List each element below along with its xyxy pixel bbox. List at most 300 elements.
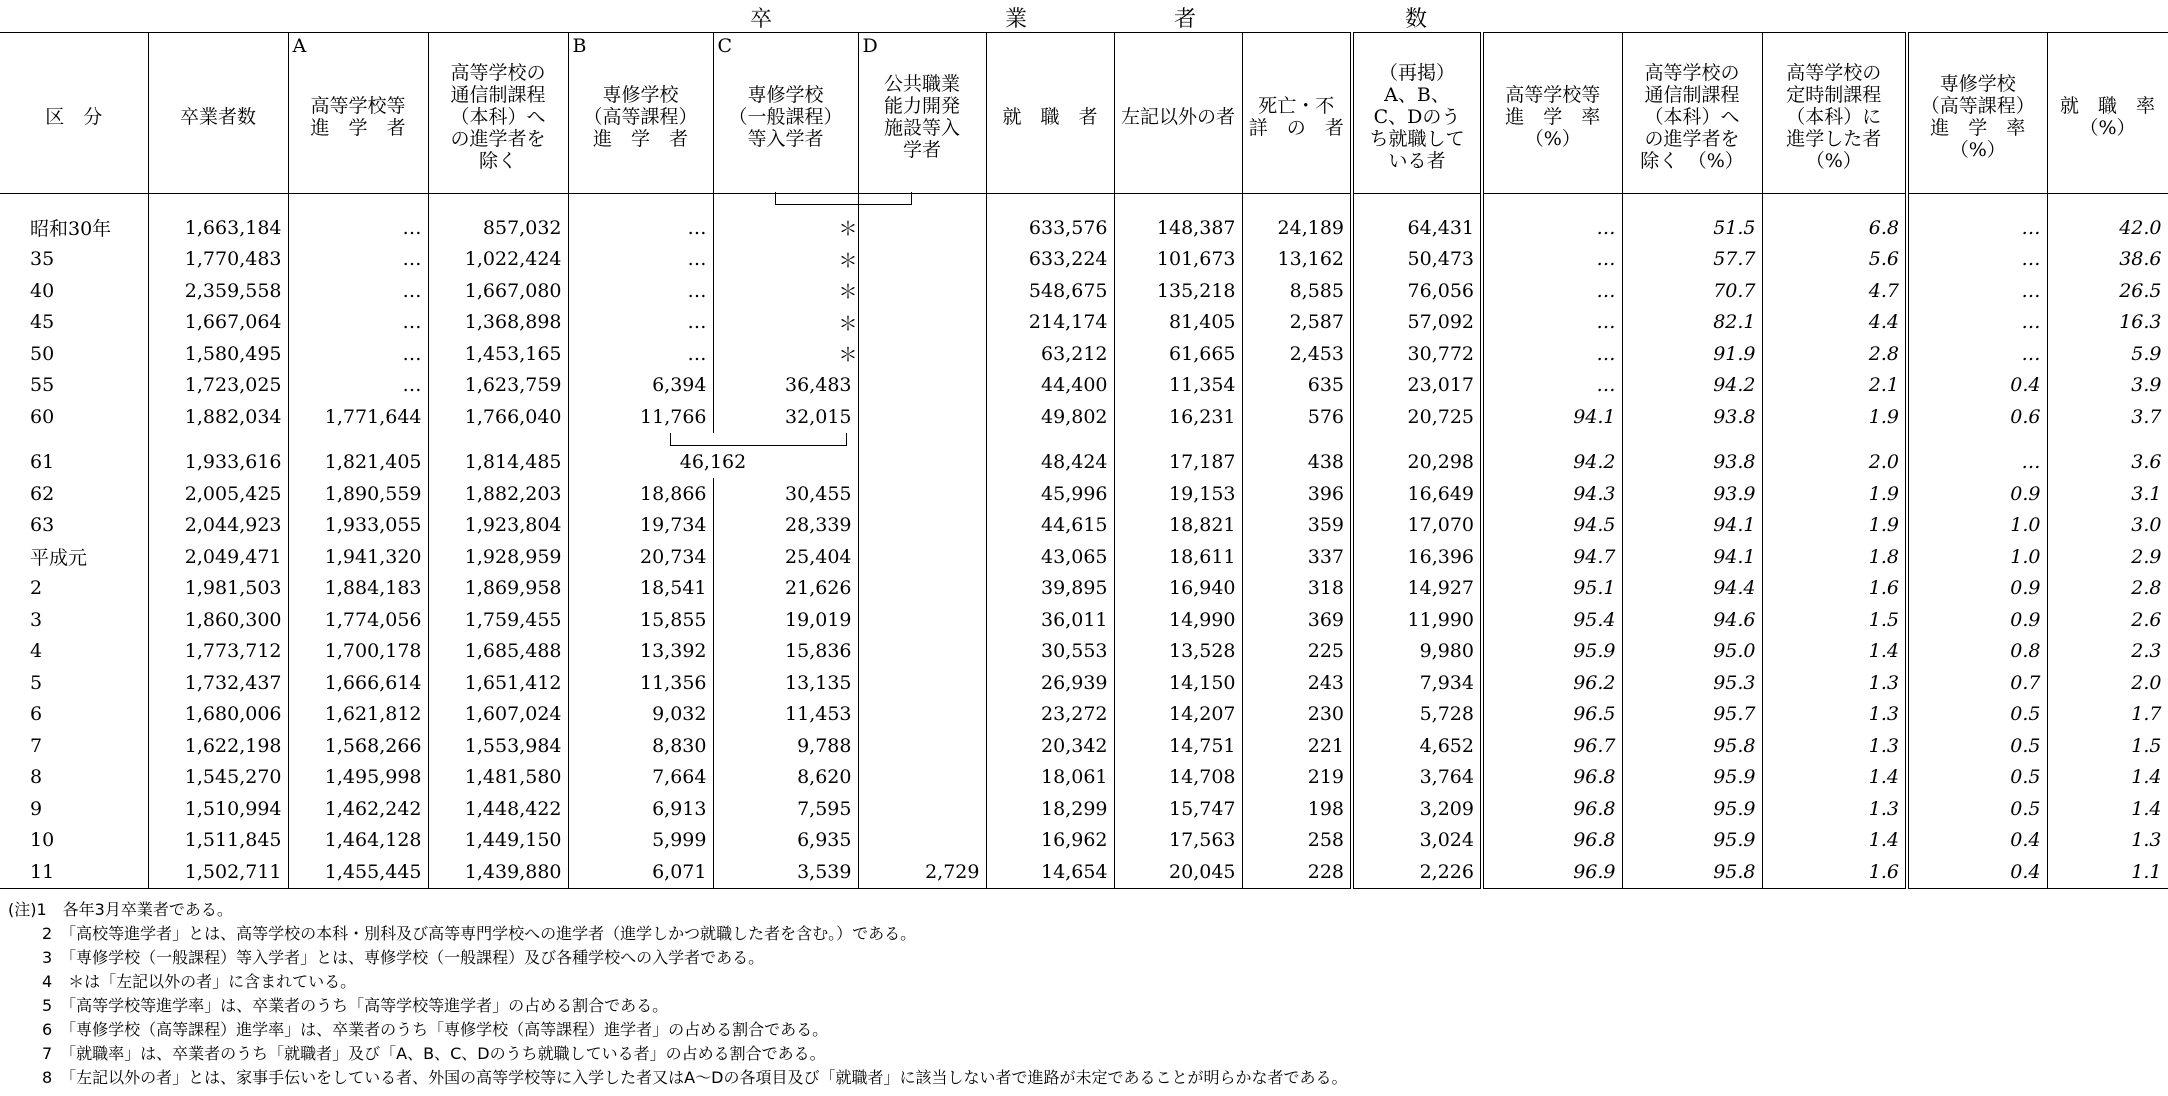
header-sakigai: 左記以外の者 <box>1114 33 1242 194</box>
cell-r2: 93.8 <box>1622 401 1762 433</box>
cell-r2: 94.1 <box>1622 541 1762 573</box>
cell-r5: 3.0 <box>2047 510 2168 542</box>
cell-d <box>858 541 986 573</box>
title-char: 業 <box>1005 7 1028 32</box>
cell-r5: 16.3 <box>2047 307 2168 339</box>
cell-label: 45 <box>0 307 148 339</box>
cell-a: 1,771,644 <box>288 401 428 433</box>
letter-c: C <box>717 35 733 57</box>
cell-b: 20,734 <box>568 541 713 573</box>
table-row <box>0 510 2168 542</box>
cell-a2: 1,759,455 <box>428 604 568 636</box>
cell-total: 1,622,198 <box>148 730 288 762</box>
header-sotsugyo: 卒業者数 <box>148 33 288 194</box>
cell-r1: 96.5 <box>1482 699 1622 731</box>
cell-r2: 95.8 <box>1622 730 1762 762</box>
cell-job: 30,553 <box>986 636 1114 668</box>
cell-r4: … <box>1907 338 2047 370</box>
cell-job: 633,576 <box>986 194 1114 244</box>
cell-other: 13,528 <box>1114 636 1242 668</box>
cell-job: 39,895 <box>986 573 1114 605</box>
cell-r4: … <box>1907 307 2047 339</box>
cell-other: 14,150 <box>1114 667 1242 699</box>
cell-a: 1,455,445 <box>288 856 428 888</box>
table-row <box>0 433 2168 479</box>
cell-other: 17,187 <box>1114 433 1242 479</box>
cell-dead: 369 <box>1242 604 1352 636</box>
cell-c: 6,935 <box>713 825 858 857</box>
table-row <box>0 478 2168 510</box>
cell-r1: 96.8 <box>1482 793 1622 825</box>
cell-r2: 95.0 <box>1622 636 1762 668</box>
cell-b: 11,356 <box>568 667 713 699</box>
cell-r2: 95.9 <box>1622 825 1762 857</box>
letter-d: D <box>862 35 878 57</box>
cell-c: ＊ <box>713 307 858 339</box>
cell-r1: … <box>1482 194 1622 244</box>
table-row <box>0 793 2168 825</box>
cell-r2: 51.5 <box>1622 194 1762 244</box>
cell-total: 1,732,437 <box>148 667 288 699</box>
cell-r3: 1.4 <box>1762 636 1907 668</box>
cell-c: 19,019 <box>713 604 858 636</box>
cell-r3: 1.4 <box>1762 825 1907 857</box>
cell-a: 1,568,266 <box>288 730 428 762</box>
table-row <box>0 856 2168 888</box>
cell-other: 148,387 <box>1114 194 1242 244</box>
cell-b: 6,071 <box>568 856 713 888</box>
cell-r3: 1.5 <box>1762 604 1907 636</box>
cell-job: 44,400 <box>986 370 1114 402</box>
cell-r4: 0.9 <box>1907 604 2047 636</box>
cell-re: 3,024 <box>1352 825 1482 857</box>
cell-a2: 1,453,165 <box>428 338 568 370</box>
cell-a: … <box>288 338 428 370</box>
cell-b: 8,830 <box>568 730 713 762</box>
table-row <box>0 194 2168 244</box>
cell-a2: 1,869,958 <box>428 573 568 605</box>
cell-r4: 0.5 <box>1907 762 2047 794</box>
cell-c: 13,135 <box>713 667 858 699</box>
cell-job: 548,675 <box>986 275 1114 307</box>
cell-other: 19,153 <box>1114 478 1242 510</box>
cell-r1: 95.1 <box>1482 573 1622 605</box>
cell-b: 5,999 <box>568 825 713 857</box>
table-row <box>0 762 2168 794</box>
cell-total: 1,981,503 <box>148 573 288 605</box>
table-row <box>0 730 2168 762</box>
cell-r4: 0.7 <box>1907 667 2047 699</box>
cell-re: 20,725 <box>1352 401 1482 433</box>
note-item: 8 「左記以外の者」とは、家事手伝いをしている者、外国の高等学校等に入学した者又はA～Dの各項目及び「就職者」に該当しない者で進路が未定であることが明らかな者である。 <box>42 1068 1348 1087</box>
cell-a: … <box>288 194 428 244</box>
cell-r4: 0.5 <box>1907 699 2047 731</box>
cell-dead: 243 <box>1242 667 1352 699</box>
cell-label: 63 <box>0 510 148 542</box>
cell-a: 1,666,614 <box>288 667 428 699</box>
cell-r3: 2.1 <box>1762 370 1907 402</box>
cell-r5: 42.0 <box>2047 194 2168 244</box>
cell-r2: 94.1 <box>1622 510 1762 542</box>
cell-r3: 1.9 <box>1762 478 1907 510</box>
cell-c: ＊ <box>713 275 858 307</box>
cell-label: 8 <box>0 762 148 794</box>
cell-r1: 96.8 <box>1482 825 1622 857</box>
cell-r1: … <box>1482 244 1622 276</box>
title-char: 数 <box>1405 7 1428 32</box>
cell-dead: 258 <box>1242 825 1352 857</box>
cell-d <box>858 699 986 731</box>
cell-dead: 13,162 <box>1242 244 1352 276</box>
cell-c: 8,620 <box>713 762 858 794</box>
cell-re: 50,473 <box>1352 244 1482 276</box>
cell-job: 18,299 <box>986 793 1114 825</box>
cell-dead: 230 <box>1242 699 1352 731</box>
cell-r4: 0.4 <box>1907 370 2047 402</box>
letter-a: A <box>292 35 307 57</box>
cell-r3: 1.9 <box>1762 401 1907 433</box>
cell-label: 4 <box>0 636 148 668</box>
cell-other: 14,207 <box>1114 699 1242 731</box>
cell-r3: 2.8 <box>1762 338 1907 370</box>
cell-d <box>858 730 986 762</box>
table-row <box>0 401 2168 433</box>
cell-label: 昭和30年 <box>0 194 148 244</box>
table-body <box>0 194 2168 889</box>
cell-r4: 0.9 <box>1907 478 2047 510</box>
cell-label: 5 <box>0 667 148 699</box>
cell-r2: 94.6 <box>1622 604 1762 636</box>
cell-dead: 337 <box>1242 541 1352 573</box>
header-shingakuritsu: 高等学校等 進 学 率 （%） <box>1482 33 1622 194</box>
header-kubun: 区 分 <box>0 33 148 194</box>
cell-re: 57,092 <box>1352 307 1482 339</box>
cell-job: 48,424 <box>986 433 1114 479</box>
cell-a: 1,700,178 <box>288 636 428 668</box>
cell-total: 1,545,270 <box>148 762 288 794</box>
cell-total: 1,580,495 <box>148 338 288 370</box>
cell-dead: 228 <box>1242 856 1352 888</box>
cell-other: 16,940 <box>1114 573 1242 605</box>
cell-b: 6,913 <box>568 793 713 825</box>
cell-r1: … <box>1482 275 1622 307</box>
cell-a2: 1,667,080 <box>428 275 568 307</box>
cell-other: 18,611 <box>1114 541 1242 573</box>
cell-a2: 1,448,422 <box>428 793 568 825</box>
cell-r2: 82.1 <box>1622 307 1762 339</box>
cell-re: 5,728 <box>1352 699 1482 731</box>
cell-r5: 38.6 <box>2047 244 2168 276</box>
table-row <box>0 699 2168 731</box>
cell-total: 2,005,425 <box>148 478 288 510</box>
cell-r3: 1.3 <box>1762 699 1907 731</box>
cell-job: 14,654 <box>986 856 1114 888</box>
cell-dead: 576 <box>1242 401 1352 433</box>
note-item: 4 ＊は「左記以外の者」に含まれている。 <box>42 972 357 991</box>
cell-dead: 635 <box>1242 370 1352 402</box>
cell-a: … <box>288 307 428 339</box>
cell-r5: 3.9 <box>2047 370 2168 402</box>
note-item: 6 「専修学校（高等課程）進学率」は、卒業者のうち「専修学校（高等課程）進学者」の占める割合である。 <box>42 1020 829 1039</box>
cell-label: 3 <box>0 604 148 636</box>
cell-total: 1,860,300 <box>148 604 288 636</box>
cell-r5: 2.3 <box>2047 636 2168 668</box>
cell-c: 3,539 <box>713 856 858 888</box>
cell-total: 1,680,006 <box>148 699 288 731</box>
cell-r2: 94.2 <box>1622 370 1762 402</box>
cell-r1: 96.7 <box>1482 730 1622 762</box>
cell-r2: 95.9 <box>1622 762 1762 794</box>
header-saikei: （再掲） A、B、 C、Dのう ち就職して いる者 <box>1352 33 1482 194</box>
cell-r2: 93.8 <box>1622 433 1762 479</box>
note-item: 2 「高校等進学者」とは、高等学校の本科・別科及び高等専門学校への進学者（進学しかつ就職した者を含む。）である。 <box>42 924 917 943</box>
cell-r2: 94.4 <box>1622 573 1762 605</box>
cell-r1: 95.4 <box>1482 604 1622 636</box>
cell-r2: 57.7 <box>1622 244 1762 276</box>
table-row <box>0 667 2168 699</box>
cell-r3: 2.0 <box>1762 433 1907 479</box>
cell-c: 30,455 <box>713 478 858 510</box>
cell-a: … <box>288 370 428 402</box>
cell-a: … <box>288 275 428 307</box>
cell-other: 14,751 <box>1114 730 1242 762</box>
cell-c: 15,836 <box>713 636 858 668</box>
cell-total: 1,510,994 <box>148 793 288 825</box>
cell-dead: 359 <box>1242 510 1352 542</box>
cell-a2: 1,814,485 <box>428 433 568 479</box>
cell-r4: 0.5 <box>1907 793 2047 825</box>
cell-total: 1,663,184 <box>148 194 288 244</box>
statistics-table <box>0 32 2168 889</box>
cell-dead: 24,189 <box>1242 194 1352 244</box>
cell-a2: 1,651,412 <box>428 667 568 699</box>
header-row <box>0 33 2168 194</box>
cell-c: 7,595 <box>713 793 858 825</box>
cell-job: 214,174 <box>986 307 1114 339</box>
cell-dead: 396 <box>1242 478 1352 510</box>
cell-r5: 2.6 <box>2047 604 2168 636</box>
cell-r4: 0.4 <box>1907 856 2047 888</box>
cell-other: 135,218 <box>1114 275 1242 307</box>
cell-re: 64,431 <box>1352 194 1482 244</box>
cell-total: 1,502,711 <box>148 856 288 888</box>
cell-a2: 1,928,959 <box>428 541 568 573</box>
cell-r1: 94.7 <box>1482 541 1622 573</box>
cell-d <box>858 478 986 510</box>
cell-d <box>858 244 986 276</box>
cell-d <box>858 825 986 857</box>
cell-a2: 1,607,024 <box>428 699 568 731</box>
cell-total: 2,049,471 <box>148 541 288 573</box>
cell-dead: 2,453 <box>1242 338 1352 370</box>
table-row <box>0 338 2168 370</box>
cell-job: 26,939 <box>986 667 1114 699</box>
cell-total: 1,773,712 <box>148 636 288 668</box>
cell-dead: 225 <box>1242 636 1352 668</box>
cell-a: 1,464,128 <box>288 825 428 857</box>
cell-label: 62 <box>0 478 148 510</box>
table-row <box>0 636 2168 668</box>
cell-total: 1,770,483 <box>148 244 288 276</box>
cell-total: 1,511,845 <box>148 825 288 857</box>
cell-r5: 2.0 <box>2047 667 2168 699</box>
cell-b: … <box>568 338 713 370</box>
cell-b: 13,392 <box>568 636 713 668</box>
cell-a: 1,890,559 <box>288 478 428 510</box>
cell-r1: 96.8 <box>1482 762 1622 794</box>
cell-r3: 1.3 <box>1762 667 1907 699</box>
cell-re: 76,056 <box>1352 275 1482 307</box>
cell-a2: 1,022,424 <box>428 244 568 276</box>
cell-total: 2,359,558 <box>148 275 288 307</box>
cell-r5: 5.9 <box>2047 338 2168 370</box>
cell-c: 25,404 <box>713 541 858 573</box>
cell-c: 28,339 <box>713 510 858 542</box>
cell-r4: … <box>1907 244 2047 276</box>
cell-a: 1,774,056 <box>288 604 428 636</box>
cell-label: 40 <box>0 275 148 307</box>
header-kokyo: D 公共職業 能力開発 施設等入 学者 <box>858 33 986 194</box>
cell-re: 4,652 <box>1352 730 1482 762</box>
cell-a: … <box>288 244 428 276</box>
cell-c: ＊ <box>713 194 858 244</box>
cell-a: 1,933,055 <box>288 510 428 542</box>
cell-re: 2,226 <box>1352 856 1482 888</box>
cell-r5: 1.4 <box>2047 793 2168 825</box>
cell-a: 1,941,320 <box>288 541 428 573</box>
cell-job: 633,224 <box>986 244 1114 276</box>
table-row <box>0 307 2168 339</box>
cell-r3: 1.6 <box>1762 573 1907 605</box>
cell-d <box>858 510 986 542</box>
header-tsushin: 高等学校の 通信制課程 （本科）へ の進学者を 除く <box>428 33 568 194</box>
header-koko-shingaku: A 高等学校等 進 学 者 <box>288 33 428 194</box>
cell-label: 6 <box>0 699 148 731</box>
cell-c: 32,015 <box>713 401 858 433</box>
cell-r5: 3.1 <box>2047 478 2168 510</box>
cell-r1: … <box>1482 338 1622 370</box>
cell-r3: 1.6 <box>1762 856 1907 888</box>
cell-d <box>858 433 986 479</box>
table-row <box>0 541 2168 573</box>
cell-r5: 2.9 <box>2047 541 2168 573</box>
cell-b: 6,394 <box>568 370 713 402</box>
cell-re: 16,649 <box>1352 478 1482 510</box>
cell-job: 44,615 <box>986 510 1114 542</box>
cell-r5: 1.4 <box>2047 762 2168 794</box>
cell-r3: 4.7 <box>1762 275 1907 307</box>
cell-other: 101,673 <box>1114 244 1242 276</box>
cell-b: 18,541 <box>568 573 713 605</box>
cell-d <box>858 793 986 825</box>
cell-other: 61,665 <box>1114 338 1242 370</box>
cell-r3: 1.8 <box>1762 541 1907 573</box>
cell-b: 7,664 <box>568 762 713 794</box>
cell-d: 2,729 <box>858 856 986 888</box>
cell-total: 1,667,064 <box>148 307 288 339</box>
cell-a2: 1,449,150 <box>428 825 568 857</box>
cell-label: 60 <box>0 401 148 433</box>
cell-re: 3,209 <box>1352 793 1482 825</box>
note-item: 5 「高等学校等進学率」は、卒業者のうち「高等学校等進学者」の占める割合である。 <box>42 996 669 1015</box>
cell-r1: 96.9 <box>1482 856 1622 888</box>
cell-a2: 1,623,759 <box>428 370 568 402</box>
cell-r2: 95.3 <box>1622 667 1762 699</box>
cell-a: 1,821,405 <box>288 433 428 479</box>
bracket-bc <box>670 433 847 446</box>
cell-r2: 95.7 <box>1622 699 1762 731</box>
cell-label: 55 <box>0 370 148 402</box>
cell-total: 1,933,616 <box>148 433 288 479</box>
cell-total: 2,044,923 <box>148 510 288 542</box>
cell-c: 9,788 <box>713 730 858 762</box>
cell-b: 18,866 <box>568 478 713 510</box>
table-row <box>0 244 2168 276</box>
header-shibo: 死亡・不 詳 の 者 <box>1242 33 1352 194</box>
cell-dead: 8,585 <box>1242 275 1352 307</box>
cell-r3: 4.4 <box>1762 307 1907 339</box>
cell-r3: 5.6 <box>1762 244 1907 276</box>
header-shushoku: 就 職 者 <box>986 33 1114 194</box>
cell-r5: 3.6 <box>2047 433 2168 479</box>
cell-label: 11 <box>0 856 148 888</box>
cell-r4: 0.6 <box>1907 401 2047 433</box>
cell-r4: 0.9 <box>1907 573 2047 605</box>
table-row <box>0 275 2168 307</box>
cell-r5: 26.5 <box>2047 275 2168 307</box>
header-senshu-ippan: C 専修学校 （一般課程） 等入学者 <box>713 33 858 194</box>
cell-job: 23,272 <box>986 699 1114 731</box>
table-row <box>0 825 2168 857</box>
header-shushoku-ritsu: 就 職 率 （%） <box>2047 33 2168 194</box>
cell-label: 61 <box>0 433 148 479</box>
cell-other: 15,747 <box>1114 793 1242 825</box>
cell-r3: 1.4 <box>1762 762 1907 794</box>
title-char: 者 <box>1174 7 1197 32</box>
cell-c: 11,453 <box>713 699 858 731</box>
cell-d <box>858 338 986 370</box>
cell-r4: 0.5 <box>1907 730 2047 762</box>
cell-re: 11,990 <box>1352 604 1482 636</box>
note-item: 7 「就職率」は、卒業者のうち「就職者」及び「A、B、C、Dのうち就職している者」の占める割合である。 <box>42 1044 826 1063</box>
cell-a2: 857,032 <box>428 194 568 244</box>
cell-a: 1,884,183 <box>288 573 428 605</box>
cell-d <box>858 604 986 636</box>
cell-re: 14,927 <box>1352 573 1482 605</box>
cell-r1: 94.3 <box>1482 478 1622 510</box>
cell-job: 43,065 <box>986 541 1114 573</box>
cell-other: 20,045 <box>1114 856 1242 888</box>
cell-label: 平成元 <box>0 541 148 573</box>
cell-d <box>858 762 986 794</box>
letter-b: B <box>572 35 587 57</box>
header-senshu-koto: B 専修学校 （高等課程） 進 学 者 <box>568 33 713 194</box>
cell-r4: … <box>1907 275 2047 307</box>
cell-total: 1,723,025 <box>148 370 288 402</box>
cell-r5: 1.7 <box>2047 699 2168 731</box>
cell-other: 81,405 <box>1114 307 1242 339</box>
cell-b: … <box>568 194 713 244</box>
cell-d <box>858 370 986 402</box>
cell-c: ＊ <box>713 244 858 276</box>
cell-b: 9,032 <box>568 699 713 731</box>
cell-r5: 3.7 <box>2047 401 2168 433</box>
bracket-cd <box>775 192 912 205</box>
cell-b: … <box>568 275 713 307</box>
cell-dead: 219 <box>1242 762 1352 794</box>
cell-dead: 221 <box>1242 730 1352 762</box>
cell-other: 14,990 <box>1114 604 1242 636</box>
